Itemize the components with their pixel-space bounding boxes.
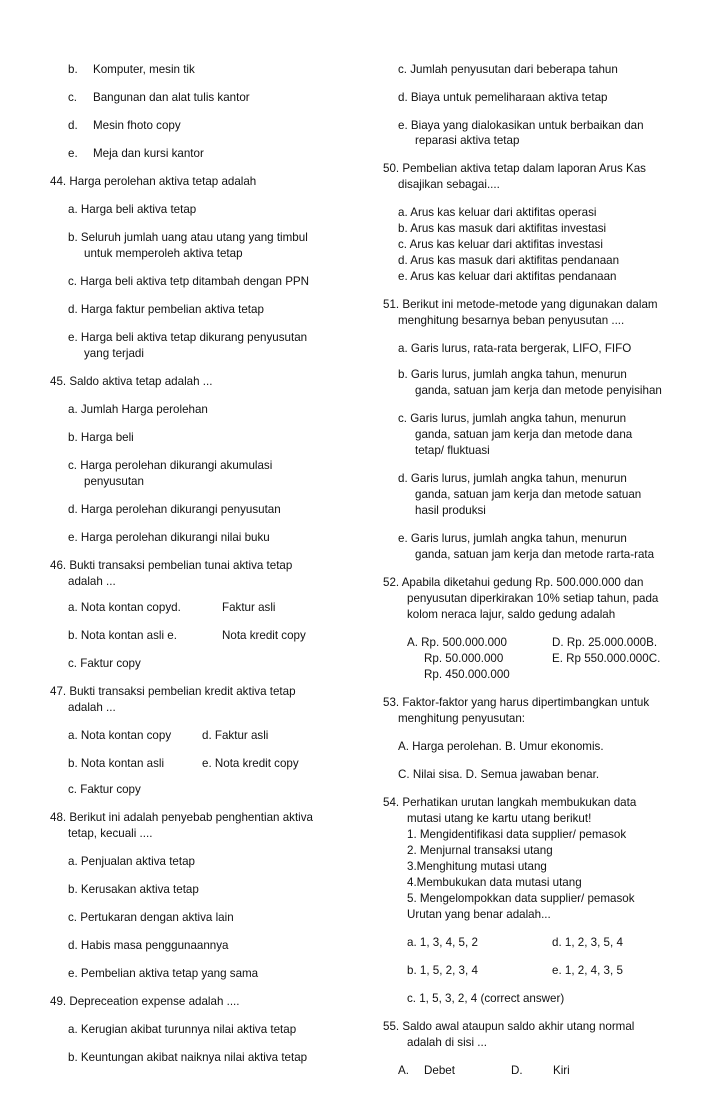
question-44: 44. Harga perolehan aktiva tetap adalah [50,175,257,188]
option: Kiri [553,1064,570,1077]
option-letter: D. [511,1064,523,1077]
option: a. Penjualan aktiva tetap [68,855,195,868]
prev-option-text: Komputer, mesin tik [93,63,195,76]
option: A. Rp. 500.000.000 [407,636,507,649]
option-continuation: ganda, satuan jam kerja dan metode penyisihan [415,384,662,397]
option: d. Harga faktur pembelian aktiva tetap [68,303,264,316]
option: c. Faktur copy [68,783,141,796]
option: c. Garis lurus, jumlah angka tahun, menurun [398,412,627,425]
option: Debet [424,1064,455,1077]
option: e. Garis lurus, jumlah angka tahun, menurun [398,532,627,545]
prev-option-letter: b. [68,63,78,76]
prev-option-text: Meja dan kursi kantor [93,147,204,160]
option: a. Garis lurus, rata-rata bergerak, LIFO, FIFO [398,342,632,355]
option: e. Harga perolehan dikurangi nilai buku [68,531,270,544]
question-45: 45. Saldo aktiva tetap adalah ... [50,375,213,388]
step: 5. Mengelompokkan data supplier/ pemasok [407,892,635,905]
option: b. Seluruh jumlah uang atau utang yang timbul [68,231,308,244]
question-54: 54. Perhatikan urutan langkah membukukan data [383,796,637,809]
option: Faktur asli [222,601,276,614]
option: D. Rp. 25.000.000B. [552,636,658,649]
option: Nota kredit copy [222,629,306,642]
step: 1. Mengidentifikasi data supplier/ pemasok [407,828,627,841]
question-continuation: tetap, kecuali .... [68,827,153,840]
option: b. Nota kontan asli [68,757,165,770]
question-continuation: penyusutan diperkirakan 10% setiap tahun, pada [407,592,659,605]
option: a. Arus kas keluar dari aktifitas operasi [398,206,597,219]
step: 2. Menjurnal transaksi utang [407,844,553,857]
question-continuation: kolom neraca lajur, saldo gedung adalah [407,608,616,621]
question-continuation: menghitung penyusutan: [398,712,525,725]
prev-option: d. Biaya untuk pemeliharaan aktiva tetap [398,91,608,104]
question-continuation: mutasi utang ke kartu utang berikut! [407,812,592,825]
option: d. Habis masa penggunaannya [68,939,229,952]
option: b. Harga beli [68,431,134,444]
option-continuation: penyusutan [84,475,144,488]
option-letter: A. [398,1064,409,1077]
option: A. Harga perolehan. B. Umur ekonomis. [398,740,604,753]
option: a. Jumlah Harga perolehan [68,403,208,416]
option: c. Faktur copy [68,657,141,670]
option: c. Pertukaran dengan aktiva lain [68,911,234,924]
option: e. 1, 2, 4, 3, 5 [552,964,623,977]
question-47: 47. Bukti transaksi pembelian kredit aktiva tetap [50,685,296,698]
prev-option-text: Bangunan dan alat tulis kantor [93,91,250,104]
prev-option: e. Biaya yang dialokasikan untuk berbaikan dan [398,119,644,132]
question-50: 50. Pembelian aktiva tetap dalam laporan Arus Kas [383,162,646,175]
option: e. Arus kas keluar dari aktifitas pendanaan [398,270,617,283]
prev-option-letter: d. [68,119,78,132]
step: 4.Membukukan data mutasi utang [407,876,582,889]
option-continuation: tetap/ fluktuasi [415,444,490,457]
question-51: 51. Berikut ini metode-metode yang digunakan dalam [383,298,658,311]
option: c. Harga beli aktiva tetp ditambah dengan PPN [68,275,310,288]
question-continuation: disajikan sebagai.... [398,178,500,191]
option: e. Pembelian aktiva tetap yang sama [68,967,259,980]
option: Rp. 450.000.000 [424,668,510,681]
option: a. 1, 3, 4, 5, 2 [407,936,478,949]
option: b. Keuntungan akibat naiknya nilai aktiva tetap [68,1051,308,1064]
option: b. Nota kontan asli e. [68,629,177,642]
question-49: 49. Depreceation expense adalah .... [50,995,240,1008]
option: c. 1, 5, 3, 2, 4 (correct answer) [407,992,565,1005]
step: Urutan yang benar adalah... [407,908,551,921]
option-continuation: hasil produksi [415,504,486,517]
question-48: 48. Berikut ini adalah penyebab penghentian aktiva [50,811,313,824]
option: Rp. 50.000.000 [424,652,504,665]
option: a. Nota kontan copy [68,729,172,742]
option: d. Arus kas masuk dari aktifitas pendanaan [398,254,620,267]
option: c. Harga perolehan dikurangi akumulasi [68,459,273,472]
option: d. 1, 2, 3, 5, 4 [552,936,623,949]
question-53: 53. Faktor-faktor yang harus dipertimbangkan untuk [383,696,650,709]
question-continuation: adalah ... [68,575,116,588]
option: a. Nota kontan copyd. [68,601,181,614]
question-46: 46. Bukti transaksi pembelian tunai aktiva tetap [50,559,293,572]
question-52: 52. Apabila diketahui gedung Rp. 500.000.000 dan [383,576,644,589]
option: b. 1, 5, 2, 3, 4 [407,964,478,977]
option: e. Nota kredit copy [202,757,299,770]
question-continuation: adalah ... [68,701,116,714]
option: C. Nilai sisa. D. Semua jawaban benar. [398,768,600,781]
question-55: 55. Saldo awal ataupun saldo akhir utang normal [383,1020,635,1033]
question-continuation: adalah di sisi ... [407,1036,487,1049]
option-continuation: ganda, satuan jam kerja dan metode satuan [415,488,642,501]
option: d. Harga perolehan dikurangi penyusutan [68,503,281,516]
option: a. Kerugian akibat turunnya nilai aktiva tetap [68,1023,297,1036]
prev-option-text: Mesin fhoto copy [93,119,181,132]
option-continuation: ganda, satuan jam kerja dan metode rarta-rata [415,548,655,561]
prev-option-letter: c. [68,91,78,104]
prev-option: c. Jumlah penyusutan dari beberapa tahun [398,63,618,76]
question-continuation: menghitung besarnya beban penyusutan .... [398,314,625,327]
step: 3.Menghitung mutasi utang [407,860,547,873]
option: b. Kerusakan aktiva tetap [68,883,199,896]
option: c. Arus kas keluar dari aktifitas investasi [398,238,603,251]
option-continuation: yang terjadi [84,347,144,360]
option: b. Arus kas masuk dari aktifitas investasi [398,222,607,235]
option: d. Garis lurus, jumlah angka tahun, menurun [398,472,627,485]
option: b. Garis lurus, jumlah angka tahun, menurun [398,368,627,381]
option: E. Rp 550.000.000C. [552,652,661,665]
option: d. Faktur asli [202,729,269,742]
option: a. Harga beli aktiva tetap [68,203,197,216]
option-continuation: reparasi aktiva tetap [415,134,520,147]
option: e. Harga beli aktiva tetap dikurang penyusutan [68,331,308,344]
prev-option-letter: e. [68,147,78,160]
option-continuation: untuk memperoleh aktiva tetap [84,247,243,260]
option-continuation: ganda, satuan jam kerja dan metode dana [415,428,633,441]
